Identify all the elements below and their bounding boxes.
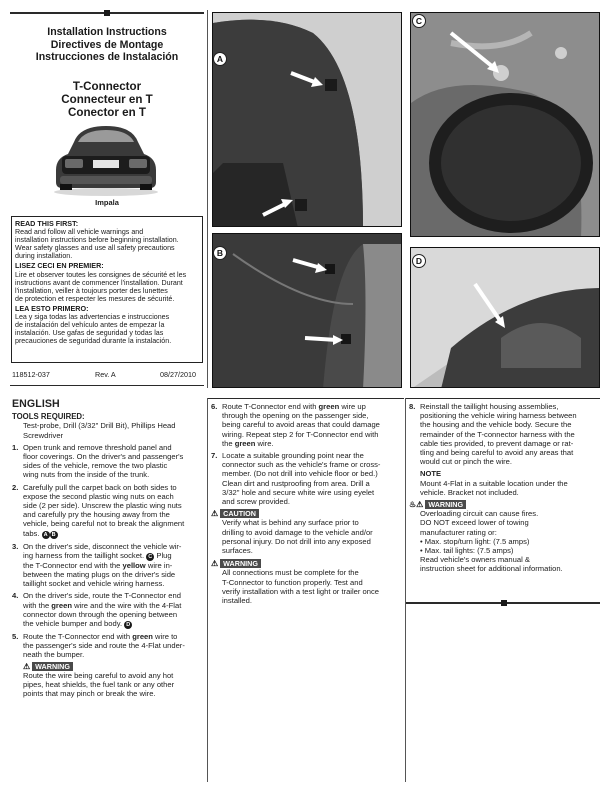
caution-triangle-icon: ⚠	[211, 509, 219, 519]
column-english-1	[12, 400, 204, 701]
photo-a-badge: A	[213, 52, 227, 66]
step-line: member. (Do not drill into vehicle floor or bed.)	[222, 469, 378, 479]
step-line: the vehicle bumper and body.	[23, 619, 123, 629]
tools-list	[12, 421, 204, 439]
figure-ref-d: D	[124, 621, 132, 629]
step-line: ing harness from the taillight socket.	[23, 550, 145, 560]
read-first-fr-line: Lire et observer toutes les consignes de sécurité et les	[15, 270, 187, 279]
step-number: 6.	[211, 402, 218, 411]
step-line: Clean dirt and rustproofing from area. Drill a	[222, 478, 370, 488]
step-line: Plug	[156, 550, 172, 560]
step-5	[12, 632, 204, 698]
figure-ref-a: A	[42, 531, 50, 539]
read-first-heading-fr: LISEZ CECI EN PREMIER:	[15, 261, 104, 271]
warning-line: manufacturer rating or:	[420, 527, 497, 537]
warning-line: Route the wire being careful to avoid any hot	[23, 670, 174, 680]
step-line: cable ties provided, to prevent damage or rat-	[420, 438, 574, 448]
vehicle-label: Impala	[95, 198, 119, 207]
step-number: 3.	[12, 541, 19, 551]
step-line: Open trunk and remove threshold panel and	[23, 442, 172, 452]
caution-line: drilling to avoid damage to the vehicle and/or	[222, 527, 373, 537]
warning-line: installed.	[222, 596, 252, 606]
rule-under-header	[10, 385, 204, 386]
step-line: between the mating plugs on the driver's side	[23, 570, 176, 580]
step-line: On the driver's side, disconnect the vehicle wir-	[23, 541, 182, 551]
step-3	[12, 542, 204, 589]
note-line: vehicle. Bracket not included.	[420, 487, 519, 497]
step-line: Locate a suitable grounding point near the	[222, 451, 364, 461]
title-es: Instrucciones de Instalación	[35, 51, 179, 64]
product-name-en: T-Connector	[72, 80, 142, 93]
warning-triangle-icon: ⚠	[211, 559, 219, 569]
step-line: Reinstall the taillight housing assemblies,	[420, 402, 559, 411]
read-first-heading-es: LEA ESTO PRIMERO:	[15, 303, 89, 313]
caution-line: surfaces.	[222, 546, 253, 556]
fire-icon: ♨	[409, 500, 417, 510]
product-name-es: Conector en T	[68, 106, 146, 119]
step-line: vehicle, being careful not to break the alignment	[23, 519, 185, 529]
read-first-en-line: during installation.	[15, 252, 73, 261]
read-first-fr-line: instructions avant de commencer l'installation. Durant	[15, 278, 183, 287]
read-first-en-line: installation instructions before beginning installation.	[15, 236, 179, 245]
step-line: remainder of the T-connector harness with the	[420, 429, 575, 439]
step-line: wire up	[341, 402, 366, 411]
step-line: through the opening on the passenger side,	[222, 411, 369, 421]
read-first-es-line: precauciones de seguridad durante la instalación.	[15, 337, 172, 346]
title-fr: Directives de Montage	[50, 38, 164, 51]
step-4	[12, 591, 204, 629]
read-first-en-line: Read and follow all vehicle warnings and	[15, 228, 144, 237]
warning-text	[211, 568, 403, 605]
warning-line: points that may pinch or break the wire.	[23, 689, 156, 699]
warning-line: DO NOT exceed lower of towing	[420, 518, 529, 528]
warning-line: Overloading circuit can cause fires.	[420, 509, 539, 519]
step-line: with the	[23, 600, 50, 610]
step-line: sides of the vehicle, remove the two plastic	[23, 461, 168, 471]
step-line: expose the second plastic wing nuts on each	[23, 491, 174, 501]
step-line: On the driver's side, route the T-Connector end	[23, 591, 181, 601]
product-name-fr: Connecteur en T	[61, 93, 153, 106]
tools-line: Test-probe, Drill (3/32" Drill Bit), Phillips Head	[23, 421, 176, 431]
wire-color-green: green	[234, 438, 256, 448]
title-en: Installation Instructions	[47, 26, 167, 38]
step-number: 4.	[12, 591, 19, 601]
wire-color-green: green	[318, 402, 340, 411]
read-first-heading-en: READ THIS FIRST:	[15, 219, 79, 228]
read-first-fr-line: de protection et respecter les mesures de sécurité.	[15, 294, 175, 303]
step-1	[12, 443, 204, 480]
step-line: Route the T-Connector end with	[23, 632, 131, 642]
step-line: connector such as the vehicle's frame or cross-	[222, 460, 381, 470]
step-line: wing nuts from the inside of the trunk.	[23, 470, 150, 480]
caution-label: CAUTION	[220, 509, 259, 518]
step-number: 2.	[12, 482, 19, 492]
warning-line: All connections must be complete for the	[222, 568, 359, 578]
read-first-es-line: Lea y siga todas las advertencias e instrucciones	[15, 313, 170, 322]
column-divider-right	[405, 398, 406, 782]
step-line: taillight socket and vehicle wiring harness.	[23, 579, 165, 589]
warning-text	[409, 509, 601, 573]
caution-line: personal injury. Do not drill into any exposed	[222, 536, 371, 546]
step-line: tabs.	[23, 528, 40, 538]
step-line: connector down through the opening between	[23, 609, 178, 619]
read-first-es-line: de instalación del vehículo antes de empezar la	[15, 321, 165, 330]
warning-label: WARNING	[425, 500, 466, 509]
read-first-box	[11, 216, 203, 363]
read-first-fr-line: l'installation, veiller à toujours porter des lunettes	[15, 286, 168, 295]
product-names	[14, 80, 200, 119]
warning-line: • Max. stop/turn light: (7.5 amps)	[420, 536, 530, 546]
step-line: would cut or pinch the wire.	[420, 457, 513, 467]
photo-d	[410, 247, 600, 388]
step-line: floor coverings. On the driver's and passenger's	[23, 452, 184, 462]
vehicle-rear-image	[52, 122, 160, 196]
step-line: the housing and the vehicle body. Secure the	[420, 420, 572, 430]
caution-line: Verify what is behind any surface prior to	[222, 518, 359, 528]
step-number: 7.	[211, 451, 218, 461]
read-first-es-line: instalación. Use gafas de seguridad y todas las	[15, 329, 164, 338]
bottom-rule-marker	[501, 600, 507, 606]
tools-heading: TOOLS REQUIRED:	[12, 412, 85, 422]
step-line: Route T-Connector end with	[222, 402, 317, 411]
step-line: Carefully pull the carpet back on both sides to	[23, 482, 177, 492]
warning-triangle-icon: ⚠	[23, 661, 31, 671]
wire-color-yellow: yellow	[122, 560, 146, 570]
wire-color-green: green	[132, 632, 153, 642]
photo-a	[212, 12, 402, 227]
step-line: 3/32" hole and secure white wire using eyelet	[222, 487, 375, 497]
photo-c	[410, 12, 600, 237]
language-heading: ENGLISH	[12, 398, 60, 410]
warning-line: instruction sheet for additional information.	[420, 564, 563, 574]
column-divider-top	[207, 10, 208, 388]
photo-b	[212, 233, 402, 388]
part-number: 118512-037	[12, 370, 50, 379]
warning-line: verify installation with a test light or trailer once	[222, 586, 380, 596]
caution-text	[211, 518, 403, 555]
step-line: the T-Connector end with the	[23, 560, 121, 570]
photo-b-badge: B	[213, 246, 227, 260]
warning-line: Read vehicle's owners manual &	[420, 555, 530, 565]
step-line: tling and being careful to avoid any areas that	[420, 448, 574, 458]
note-heading: NOTE	[420, 469, 442, 479]
column-divider-left	[207, 398, 208, 782]
note-block	[409, 469, 601, 497]
warning-label: WARNING	[220, 559, 261, 568]
step-line: the passenger's side and route the 4-Flat under-	[23, 641, 185, 651]
figure-ref-b: B	[50, 531, 58, 539]
step-number: 8.	[409, 402, 416, 411]
revision: Rev. A	[95, 370, 116, 379]
step-line: and carefully pry the housing away from the	[23, 510, 170, 520]
step-7	[211, 451, 403, 506]
warning-triangle-icon: ⚠	[416, 500, 424, 510]
wire-color-green: green	[51, 600, 72, 610]
note-line: Mount 4-Flat in a suitable location under the	[420, 478, 568, 488]
warning-line: T-Connector to function properly. Test and	[222, 577, 363, 587]
step-line: wire and the wire with the 4-Flat	[74, 600, 182, 610]
step-line: being careful to avoid areas that could damage	[222, 420, 380, 430]
figure-ref-c: C	[146, 553, 154, 561]
read-first-en-line: Wear safety glasses and use all safety precautions	[15, 244, 175, 253]
step-8	[409, 402, 601, 466]
step-line: wire to	[155, 632, 178, 642]
step-line: the	[222, 438, 233, 448]
tools-line: Screwdriver	[23, 430, 64, 440]
step-2	[12, 483, 204, 539]
step-line: neath the bumper.	[23, 650, 85, 660]
rule-col2-top	[208, 398, 404, 399]
step-number: 5.	[12, 632, 19, 642]
step-line: wire.	[257, 438, 274, 448]
step-6	[211, 402, 403, 448]
step-line: and screw provided.	[222, 497, 290, 507]
column-english-3	[409, 402, 601, 574]
photo-d-badge: D	[412, 254, 426, 268]
column-english-2	[211, 402, 403, 605]
rule-col3-top	[406, 398, 600, 399]
step-line: wiring. Repeat step 2 for T-Connector end with	[222, 429, 379, 439]
warning-label: WARNING	[32, 662, 73, 671]
warning-line: pipes, heat shields, the fuel tank or any other	[23, 680, 175, 690]
step-line: positioning the vehicle wiring harness between	[420, 411, 577, 421]
instruction-titles	[14, 26, 200, 64]
step-line: side (2 per side). Unscrew the plastic wing nuts	[23, 501, 182, 511]
step-line: wire in-	[147, 560, 173, 570]
step-number: 1.	[12, 442, 19, 452]
top-rule-marker	[104, 10, 110, 16]
photo-c-badge: C	[412, 14, 426, 28]
revision-date: 08/27/2010	[160, 370, 196, 379]
warning-line: • Max. tail lights: (7.5 amps)	[420, 546, 514, 556]
